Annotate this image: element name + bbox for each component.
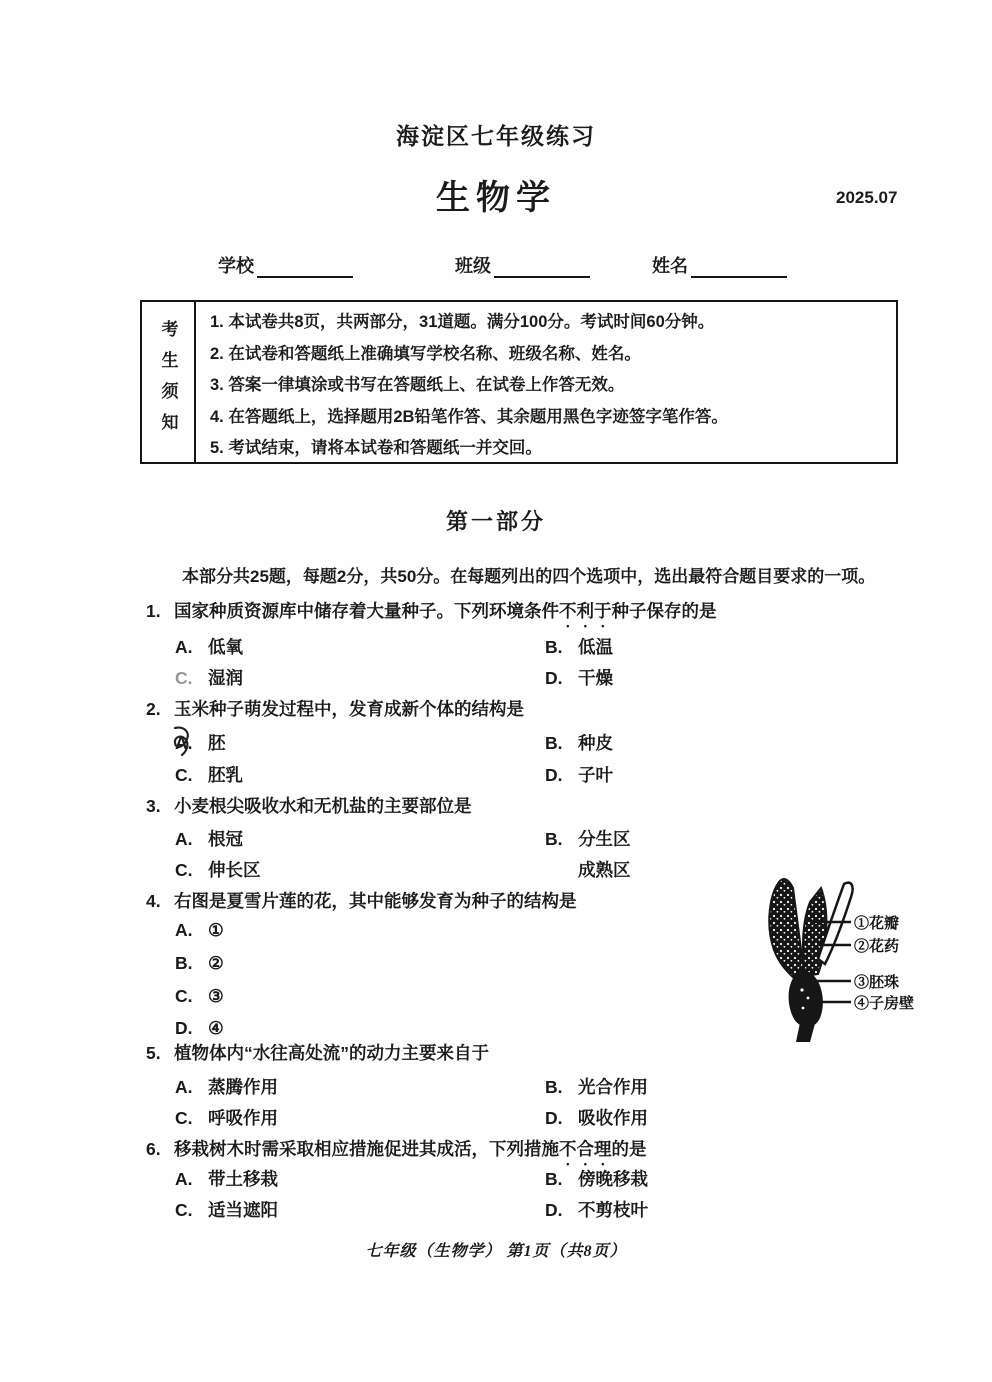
notice-item-2: 2. 在试卷和答题纸上准确填写学校名称、班级名称、姓名。: [210, 344, 641, 363]
exam-title: 生物学: [436, 179, 556, 217]
question-2-number: 2.: [146, 699, 161, 719]
question-3-number: 3.: [146, 796, 161, 816]
question-1-options-ab: [175, 634, 920, 659]
option-5b: B. 光合作用: [545, 1077, 648, 1097]
option-6b: B. 傍晚移栽: [545, 1169, 648, 1189]
school-blank-line: [257, 257, 353, 278]
notice-item-4: 4. 在答题纸上，选择题用2B铅笔作答、其余题用黑色字迹签字笔作答。: [210, 407, 728, 426]
notice-list: [196, 302, 896, 462]
notice-box: [140, 300, 898, 464]
name-label: 姓名: [652, 256, 688, 276]
option-6a: A. 带土移栽: [175, 1169, 278, 1189]
school-field: [218, 252, 353, 278]
question-1-options-cd: [175, 665, 920, 690]
diagram-label-ovule: ③胚珠: [854, 974, 900, 991]
question-6-stem: 6. 移栽树木时需采取相应措施促进其成活，下列措施不合理的是: [146, 1139, 647, 1159]
option-4c: C. ③: [175, 986, 224, 1006]
notice-side-label: 考生须知: [142, 302, 196, 462]
option-5c: C. 呼吸作用: [175, 1108, 278, 1128]
question-5-stem: 5. 植物体内“水往高处流”的动力主要来自于: [146, 1043, 489, 1063]
option-2b: B. 种皮: [545, 733, 613, 753]
question-2-stem: 2. 玉米种子萌发过程中，发育成新个体的结构是: [146, 699, 524, 719]
exam-subtitle: 海淀区七年级练习: [396, 123, 596, 149]
page-footer: 七年级（生物学） 第1页（共8页）: [365, 1243, 627, 1260]
diagram-label-ovary-wall: ④子房壁: [854, 995, 915, 1012]
option-2a: A. 胚: [175, 733, 226, 753]
question-6-options-cd: [175, 1197, 920, 1222]
option-1a: A. 低氧: [175, 637, 243, 657]
option-3b: B. 分生区: [545, 829, 631, 849]
question-1-number: 1.: [146, 601, 161, 621]
question-4-stem: 4. 右图是夏雪片莲的花，其中能够发育为种子的结构是: [146, 891, 577, 911]
question-4-number: 4.: [146, 891, 161, 911]
option-1c: C. 湿润: [175, 668, 243, 688]
option-3c: C. 伸长区: [175, 860, 261, 880]
notice-item-3: 3. 答案一律填涂或书写在答题纸上、在试卷上作答无效。: [210, 376, 625, 394]
emphasized-text: 不利于: [559, 601, 612, 621]
option-6d: D. 不剪枝叶: [545, 1200, 648, 1220]
class-field: [455, 252, 590, 278]
option-2d: D. 子叶: [545, 765, 613, 785]
option-3a: A. 根冠: [175, 829, 243, 849]
option-4d: D. ④: [175, 1018, 224, 1038]
option-2c: C. 胚乳: [175, 765, 243, 785]
question-3-stem: 3. 小麦根尖吸收水和无机盐的主要部位是: [146, 796, 472, 816]
flower-cross-section-illustration: [758, 872, 992, 1042]
section-heading: 第一部分: [445, 509, 546, 534]
option-5a: A. 蒸腾作用: [175, 1077, 278, 1097]
question-5-options-ab: [175, 1074, 920, 1099]
class-label: 班级: [455, 256, 491, 276]
question-5-options-cd: [175, 1105, 920, 1130]
name-field: [652, 252, 787, 278]
diagram-label-anther: ②花药: [854, 938, 900, 955]
emphasized-text: 不合理: [559, 1139, 612, 1159]
option-4a: A. ①: [175, 920, 224, 940]
question-6-options-ab: [175, 1166, 920, 1191]
section-intro: 本部分共25题，每题2分，共50分。在每题列出的四个选项中，选出最符合题目要求的一项。: [182, 567, 876, 586]
question-2-options-ab: [175, 730, 920, 755]
option-1d: D. 干燥: [545, 668, 613, 688]
class-blank-line: [494, 257, 590, 278]
diagram-label-petal: ①花瓣: [854, 915, 900, 932]
option-3d: 成熟区: [578, 860, 631, 880]
option-1b: B. 低温: [545, 637, 613, 657]
option-5d: D. 吸收作用: [545, 1108, 648, 1128]
school-label: 学校: [218, 256, 254, 276]
question-1-stem: 1. 国家种质资源库中储存着大量种子。下列环境条件不利于种子保存的是: [146, 601, 717, 621]
question-2-options-cd: [175, 762, 920, 787]
option-4b: B. ②: [175, 953, 224, 973]
name-blank-line: [691, 257, 787, 278]
notice-item-5: 5. 考试结束，请将本试卷和答题纸一并交回。: [210, 439, 542, 457]
flower-diagram: [758, 872, 992, 1042]
question-3-options-ab: [175, 826, 920, 851]
question-6-number: 6.: [146, 1139, 161, 1159]
notice-item-1: 1. 本试卷共8页，共两部分，31道题。满分100分。考试时间60分钟。: [210, 313, 715, 331]
option-6c: C. 适当遮阳: [175, 1200, 278, 1220]
exam-date: 2025.07: [836, 188, 898, 207]
question-5-number: 5.: [146, 1043, 161, 1063]
